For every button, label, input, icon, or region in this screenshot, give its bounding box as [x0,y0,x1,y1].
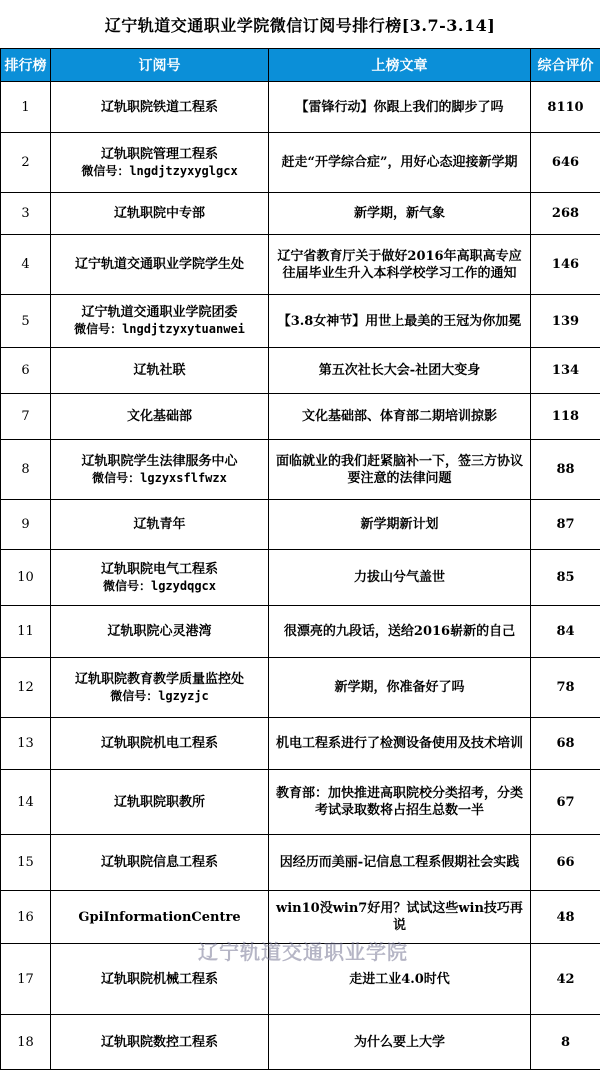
table-row [1,718,600,770]
article-title: 【3.8女神节】用世上最美的王冠为你加冕 [272,313,527,330]
account-name: 辽轨职院铁道工程系 [101,100,218,115]
table-row [1,133,600,193]
article-title: 机电工程系进行了检测设备使用及技术培训 [272,735,527,752]
score-cell: 146 [531,235,600,295]
rank-cell: 5 [1,295,51,348]
table-row [1,550,600,606]
article-cell [269,606,531,658]
article-title: 力拔山兮气盖世 [272,569,527,586]
account-name: 辽轨职院机电工程系 [101,736,218,751]
account-name: 辽轨职院数控工程系 [101,1035,218,1050]
rank-cell: 3 [1,193,51,235]
article-cell [269,835,531,891]
page-title: 辽宁轨道交通职业学院微信订阅号排行榜[3.7-3.14] [0,0,600,48]
table-row [1,835,600,891]
article-cell [269,658,531,718]
score-cell: 78 [531,658,600,718]
article-title: 教育部：加快推进高职院校分类招考，分类考试录取数将占招生总数一半 [272,785,527,819]
account-name: GpiInformationCentre [78,910,240,925]
account-name: 辽轨青年 [133,517,185,532]
rank-cell: 4 [1,235,51,295]
score-cell: 134 [531,348,600,394]
header-account: 订阅号 [51,49,269,82]
table-row [1,606,600,658]
score-cell: 68 [531,718,600,770]
rank-cell: 2 [1,133,51,193]
article-cell [269,718,531,770]
rank-cell: 1 [1,82,51,133]
header-row [1,49,600,82]
score-cell: 66 [531,835,600,891]
article-title: 很漂亮的九段话，送给2016崭新的自己 [272,623,527,640]
account-cell [51,606,269,658]
header-article: 上榜文章 [269,49,531,82]
rank-cell: 16 [1,891,51,944]
table-row [1,295,600,348]
rank-cell: 17 [1,944,51,1015]
score-cell: 8 [531,1015,600,1070]
rank-cell: 15 [1,835,51,891]
article-cell [269,235,531,295]
table-row [1,440,600,500]
table-row [1,348,600,394]
article-title: 新学期新计划 [272,516,527,533]
table-row [1,500,600,550]
wechat-id: 微信号：lgzyxsflfwzx [54,470,265,487]
table-row [1,193,600,235]
account-cell [51,235,269,295]
article-cell [269,500,531,550]
article-title: 走进工业4.0时代 [272,971,527,988]
article-title: 赶走“开学综合症”，用好心态迎接新学期 [272,154,527,171]
article-title: 为什么要上大学 [272,1034,527,1051]
rank-cell: 7 [1,394,51,440]
article-cell [269,348,531,394]
account-cell [51,295,269,348]
score-cell: 139 [531,295,600,348]
article-title: win10没win7好用？试试这些win技巧再说 [272,900,527,934]
article-cell [269,891,531,944]
header-score: 综合评价 [531,49,600,82]
rank-cell: 11 [1,606,51,658]
wechat-id: 微信号：lngdjtzyxytuanwei [54,321,265,338]
account-name: 文化基础部 [127,409,192,424]
rank-cell: 10 [1,550,51,606]
article-cell [269,944,531,1015]
account-cell [51,500,269,550]
score-cell: 48 [531,891,600,944]
score-cell: 84 [531,606,600,658]
account-name: 辽轨职院学生法律服务中心 [81,454,237,469]
score-cell: 268 [531,193,600,235]
rank-cell: 6 [1,348,51,394]
account-cell [51,394,269,440]
account-name: 辽轨职院教育教学质量监控处 [75,672,244,687]
account-cell [51,348,269,394]
account-name: 辽轨职院心灵港湾 [107,624,211,639]
account-cell [51,718,269,770]
article-title: 新学期，新气象 [272,205,527,222]
wechat-id: 微信号：lgzyzjc [54,688,265,705]
header-rank: 排行榜 [1,49,51,82]
account-cell [51,770,269,835]
article-cell [269,550,531,606]
table-row [1,82,600,133]
rank-cell: 13 [1,718,51,770]
article-cell [269,394,531,440]
table-row [1,394,600,440]
account-cell [51,193,269,235]
account-cell [51,835,269,891]
account-cell [51,550,269,606]
article-title: 因经历而美丽-记信息工程系假期社会实践 [272,854,527,871]
rank-cell: 14 [1,770,51,835]
ranking-table [0,48,600,1070]
score-cell: 8110 [531,82,600,133]
article-cell [269,133,531,193]
ranking-body [1,82,600,1070]
article-cell [269,193,531,235]
article-cell [269,1015,531,1070]
account-name: 辽宁轨道交通职业学院团委 [81,305,237,320]
score-cell: 118 [531,394,600,440]
table-row [1,658,600,718]
account-name: 辽轨职院机械工程系 [101,972,218,987]
score-cell: 88 [531,440,600,500]
account-name: 辽轨职院职教所 [114,795,205,810]
account-name: 辽轨职院信息工程系 [101,855,218,870]
account-name: 辽轨职院电气工程系 [101,562,218,577]
wechat-id: 微信号：lgzydqgcx [54,578,265,595]
article-title: 文化基础部、体育部二期培训掠影 [272,408,527,425]
table-row [1,944,600,1015]
article-cell [269,295,531,348]
table-row [1,1015,600,1070]
article-title: 【雷锋行动】你跟上我们的脚步了吗 [272,99,527,116]
table-row [1,235,600,295]
account-cell [51,133,269,193]
account-cell [51,82,269,133]
article-title: 新学期，你准备好了吗 [272,679,527,696]
table-row [1,891,600,944]
account-cell [51,944,269,1015]
table-row [1,770,600,835]
article-title: 第五次社长大会-社团大变身 [272,362,527,379]
article-cell [269,770,531,835]
watermark: 辽宁轨道交通职业学院 [198,936,408,965]
score-cell: 85 [531,550,600,606]
article-cell [269,440,531,500]
article-cell [269,82,531,133]
rank-cell: 9 [1,500,51,550]
score-cell: 87 [531,500,600,550]
score-cell: 67 [531,770,600,835]
account-name: 辽宁轨道交通职业学院学生处 [75,257,244,272]
score-cell: 646 [531,133,600,193]
rank-cell: 8 [1,440,51,500]
rank-cell: 12 [1,658,51,718]
account-cell [51,891,269,944]
wechat-id: 微信号：lngdjtzyxyglgcx [54,163,265,180]
account-name: 辽轨社联 [133,363,185,378]
rank-cell: 18 [1,1015,51,1070]
article-title: 辽宁省教育厅关于做好2016年高职高专应往届毕业生升入本科学校学习工作的通知 [272,248,527,282]
account-cell [51,1015,269,1070]
account-name: 辽轨职院中专部 [114,206,205,221]
article-title: 面临就业的我们赶紧脑补一下，签三方协议要注意的法律问题 [272,453,527,487]
score-cell: 42 [531,944,600,1015]
account-name: 辽轨职院管理工程系 [101,147,218,162]
account-cell [51,658,269,718]
account-cell [51,440,269,500]
